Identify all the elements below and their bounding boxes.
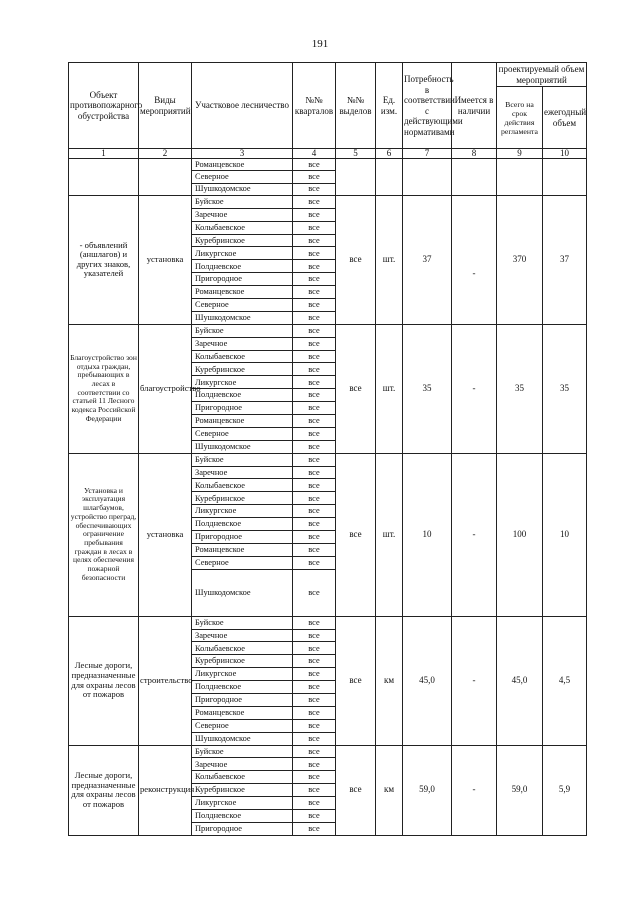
forestry-cell: Пригородное [192, 402, 293, 415]
need-cell: 59,0 [403, 745, 452, 835]
column-number: 8 [452, 149, 497, 159]
column-number: 5 [336, 149, 376, 159]
need-cell: 37 [403, 195, 452, 324]
quarters-cell: все [293, 505, 336, 518]
plots-cell [336, 159, 376, 196]
annual-cell: 4,5 [543, 616, 587, 745]
quarters-cell: все [293, 286, 336, 299]
quarters-cell: все [293, 556, 336, 569]
forestry-cell: Заречное [192, 337, 293, 350]
forestry-cell: Буйское [192, 745, 293, 758]
plots-cell: все [336, 745, 376, 835]
header-types: Виды мероприятий [139, 63, 192, 149]
forestry-cell: Заречное [192, 629, 293, 642]
table-row [69, 159, 587, 171]
object-cell: Установка и эксплуатация шлагбаумов, устройство преград, обеспечивающих ограничение пребывания граждан в лесах в целях обеспечения пожарной безопасности [69, 453, 139, 616]
forestry-cell: Полдневское [192, 681, 293, 694]
forestry-cell: Полдневское [192, 809, 293, 822]
quarters-cell: все [293, 337, 336, 350]
header-need: Потребность в соответствии с действующими нормативами [403, 63, 452, 149]
forestry-cell: Куребринское [192, 492, 293, 505]
forestry-cell: Романцевское [192, 415, 293, 428]
column-number: 3 [192, 149, 293, 159]
object-cell: Благоустройство зон отдыха граждан, пребывающих в лесах в соответствии со статьей 11 Лесного кодекса Российской Федерации [69, 324, 139, 453]
forestry-cell: Шушкодомское [192, 569, 293, 616]
unit-cell: км [376, 745, 403, 835]
quarters-cell: все [293, 492, 336, 505]
forestry-cell: Пригородное [192, 822, 293, 835]
column-number: 7 [403, 149, 452, 159]
forestry-cell: Полдневское [192, 389, 293, 402]
quarters-cell: все [293, 440, 336, 453]
table-row [69, 616, 587, 629]
header-projected: проектируемый объем мероприятий [497, 63, 587, 87]
forestry-cell: Куребринское [192, 234, 293, 247]
quarters-cell: все [293, 732, 336, 745]
forestry-cell: Ликургское [192, 376, 293, 389]
forestry-cell: Шушкодомское [192, 183, 293, 195]
total-cell: 35 [497, 324, 543, 453]
quarters-cell: все [293, 569, 336, 616]
object-cell: Лесные дороги, предназначенные для охраны лесов от пожаров [69, 616, 139, 745]
quarters-cell: все [293, 415, 336, 428]
quarters-cell: все [293, 655, 336, 668]
forestry-cell: Пригородное [192, 693, 293, 706]
header-object: Объект противопожарного обустройства [69, 63, 139, 149]
activity-type-cell: благоустройство [139, 324, 192, 453]
need-cell: 45,0 [403, 616, 452, 745]
forestry-cell: Куребринское [192, 363, 293, 376]
forestry-cell: Колыбаевское [192, 350, 293, 363]
table-row [69, 195, 587, 208]
page-number: 191 [311, 38, 329, 50]
forestry-cell: Ликургское [192, 505, 293, 518]
header-total: Всего на срок действия регламента [497, 87, 543, 149]
forestry-cell: Северное [192, 299, 293, 312]
forestry-cell: Северное [192, 556, 293, 569]
forestry-cell: Романцевское [192, 286, 293, 299]
object-cell: - объявлений (аншлагов) и других знаков, указателей [69, 195, 139, 324]
quarters-cell: все [293, 797, 336, 810]
forestry-cell: Пригородное [192, 273, 293, 286]
forestry-cell: Заречное [192, 758, 293, 771]
unit-cell: шт. [376, 324, 403, 453]
quarters-cell: все [293, 466, 336, 479]
column-number: 1 [69, 149, 139, 159]
unit-cell: км [376, 616, 403, 745]
column-number: 9 [497, 149, 543, 159]
forestry-cell: Ликургское [192, 247, 293, 260]
quarters-cell: все [293, 363, 336, 376]
available-cell: - [452, 195, 497, 324]
quarters-cell: все [293, 784, 336, 797]
forestry-cell: Колыбаевское [192, 642, 293, 655]
forestry-cell: Полдневское [192, 518, 293, 531]
unit-cell: шт. [376, 195, 403, 324]
available-cell: - [452, 745, 497, 835]
table-row [69, 324, 587, 337]
quarters-cell: все [293, 629, 336, 642]
quarters-cell: все [293, 427, 336, 440]
header-available: Имеется в наличии [452, 63, 497, 149]
quarters-cell: все [293, 247, 336, 260]
forestry-cell: Ликургское [192, 797, 293, 810]
quarters-cell: все [293, 668, 336, 681]
total-cell: 100 [497, 453, 543, 616]
activity-type-cell: установка [139, 195, 192, 324]
quarters-cell: все [293, 183, 336, 195]
quarters-cell: все [293, 479, 336, 492]
forestry-cell: Шушкодомское [192, 732, 293, 745]
forestry-cell: Буйское [192, 324, 293, 337]
forestry-cell: Пригородное [192, 531, 293, 544]
header-unit: Ед. изм. [376, 63, 403, 149]
header-quarters: №№ кварталов [293, 63, 336, 149]
header-forestry: Участковое лесничество [192, 63, 293, 149]
quarters-cell: все [293, 681, 336, 694]
available-cell: - [452, 616, 497, 745]
annual-cell: 37 [543, 195, 587, 324]
header-annual: ежегодный объем [543, 87, 587, 149]
column-numbers-row [69, 149, 587, 159]
forestry-cell: Заречное [192, 208, 293, 221]
quarters-cell: все [293, 453, 336, 466]
quarters-cell: все [293, 809, 336, 822]
forestry-cell: Колыбаевское [192, 479, 293, 492]
forestry-cell: Шушкодомское [192, 440, 293, 453]
activity-type-cell: реконструкция [139, 745, 192, 835]
quarters-cell: все [293, 299, 336, 312]
quarters-cell: все [293, 159, 336, 171]
forestry-cell: Куребринское [192, 655, 293, 668]
annual-cell [543, 159, 587, 196]
quarters-cell: все [293, 402, 336, 415]
forestry-cell: Колыбаевское [192, 771, 293, 784]
quarters-cell: все [293, 234, 336, 247]
annual-cell: 5,9 [543, 745, 587, 835]
plots-cell: все [336, 453, 376, 616]
annual-cell: 10 [543, 453, 587, 616]
plots-cell: все [336, 324, 376, 453]
quarters-cell: все [293, 171, 336, 183]
need-cell: 35 [403, 324, 452, 453]
table-row [69, 453, 587, 466]
column-number: 6 [376, 149, 403, 159]
quarters-cell: все [293, 208, 336, 221]
column-number: 10 [543, 149, 587, 159]
quarters-cell: все [293, 260, 336, 273]
quarters-cell: все [293, 616, 336, 629]
quarters-cell: все [293, 273, 336, 286]
quarters-cell: все [293, 693, 336, 706]
object-cell [69, 159, 139, 196]
forestry-cell: Куребринское [192, 784, 293, 797]
quarters-cell: все [293, 758, 336, 771]
forestry-cell: Полдневское [192, 260, 293, 273]
forestry-cell: Ликургское [192, 668, 293, 681]
column-number: 2 [139, 149, 192, 159]
forestry-cell: Романцевское [192, 159, 293, 171]
annual-cell: 35 [543, 324, 587, 453]
column-number: 4 [293, 149, 336, 159]
object-cell: Лесные дороги, предназначенные для охраны лесов от пожаров [69, 745, 139, 835]
forestry-cell: Северное [192, 719, 293, 732]
quarters-cell: все [293, 706, 336, 719]
total-cell: 45,0 [497, 616, 543, 745]
need-cell [403, 159, 452, 196]
need-cell: 10 [403, 453, 452, 616]
total-cell: 59,0 [497, 745, 543, 835]
quarters-cell: все [293, 221, 336, 234]
quarters-cell: все [293, 518, 336, 531]
plots-cell: все [336, 195, 376, 324]
quarters-cell: все [293, 350, 336, 363]
unit-cell [376, 159, 403, 196]
header-plots: №№ выделов [336, 63, 376, 149]
fire-safety-table [68, 62, 587, 836]
quarters-cell: все [293, 195, 336, 208]
available-cell: - [452, 324, 497, 453]
forestry-cell: Заречное [192, 466, 293, 479]
available-cell: - [452, 453, 497, 616]
quarters-cell: все [293, 543, 336, 556]
forestry-cell: Северное [192, 171, 293, 183]
quarters-cell: все [293, 324, 336, 337]
quarters-cell: все [293, 376, 336, 389]
forestry-cell: Северное [192, 427, 293, 440]
quarters-cell: все [293, 719, 336, 732]
quarters-cell: все [293, 531, 336, 544]
quarters-cell: все [293, 642, 336, 655]
plots-cell: все [336, 616, 376, 745]
forestry-cell: Романцевское [192, 706, 293, 719]
available-cell [452, 159, 497, 196]
activity-type-cell: строительство [139, 616, 192, 745]
forestry-cell: Романцевское [192, 543, 293, 556]
activity-type-cell [139, 159, 192, 196]
total-cell [497, 159, 543, 196]
table-row [69, 745, 587, 758]
quarters-cell: все [293, 822, 336, 835]
activity-type-cell: установка [139, 453, 192, 616]
quarters-cell: все [293, 745, 336, 758]
quarters-cell: все [293, 389, 336, 402]
forestry-cell: Буйское [192, 453, 293, 466]
unit-cell: шт. [376, 453, 403, 616]
quarters-cell: все [293, 771, 336, 784]
forestry-cell: Буйское [192, 195, 293, 208]
forestry-cell: Буйское [192, 616, 293, 629]
forestry-cell: Колыбаевское [192, 221, 293, 234]
total-cell: 370 [497, 195, 543, 324]
quarters-cell: все [293, 311, 336, 324]
forestry-cell: Шушкодомское [192, 311, 293, 324]
